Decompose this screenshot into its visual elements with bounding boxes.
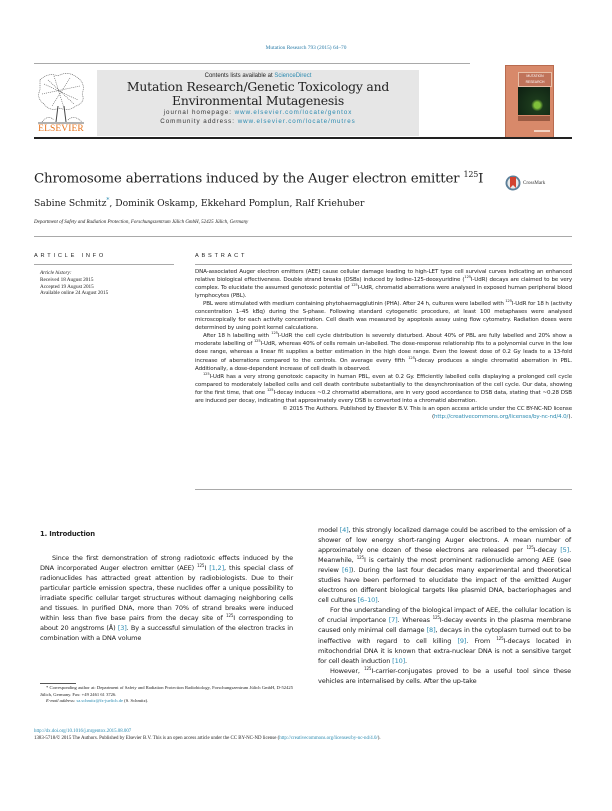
crossmark-label[interactable]: CrossMark [523, 181, 546, 186]
crossmark-icon[interactable] [505, 174, 521, 192]
email-line: E-mail address: sa.schmitz@fz-juelich.de (S. Schmitz). [46, 698, 149, 704]
copyright-notice: © 2015 The Authors. Published by Elsevier B.V. This is an open access article under the CC BY-NC-ND license (http://creativecommons.org/licenses/by-nc-nd/4.0/). [282, 405, 572, 420]
cover-title-line2: RESEARCH [525, 80, 545, 84]
divider [195, 264, 572, 265]
body-column-left [40, 529, 293, 643]
homepage-link[interactable]: www.elsevier.com/locate/gentox [234, 109, 353, 116]
community-label: Community address: [160, 118, 238, 125]
reference-link[interactable]: [4] [339, 526, 349, 534]
reference-link[interactable]: [10] [392, 656, 406, 665]
divider [34, 236, 572, 237]
abstract-body [195, 268, 572, 421]
reference-link[interactable]: [9] [457, 636, 467, 645]
license-link[interactable]: http://creativecommons.org/licenses/by-nc-nd/4.0/ [433, 413, 569, 420]
community-link[interactable]: www.elsevier.com/locate/mutres [237, 118, 356, 125]
divider [34, 63, 470, 64]
history-label: Article history: [40, 270, 72, 276]
reference-link[interactable]: [8] [426, 626, 436, 635]
email-link[interactable]: sa.schmitz@fz-juelich.de [76, 698, 124, 704]
page-footer [34, 729, 494, 742]
journal-citation: Mutation Research 793 (2015) 64–70 [265, 45, 347, 51]
article-title [34, 170, 483, 186]
corresponding-author-marker[interactable]: * [106, 197, 110, 204]
body-paragraph: However, $^{125}$I-carrier-conjugates proved to be a useful tool since these vehicles are internalised by cells. After the up-take [318, 665, 571, 685]
contents-prefix: Contents lists available at [204, 73, 275, 79]
author[interactable]: Dominik Oskamp [115, 198, 196, 210]
journal-banner [97, 70, 419, 136]
journal-title-line2: Environmental Mutagenesis [172, 93, 344, 108]
issn-license-line: 1383-5718/© 2015 The Authors. Published by Elsevier B.V. This is an open access article under the CC BY-NC-ND license (http://creativecommons.org/licenses/by-nc-nd/4.0/). [34, 735, 381, 741]
homepage-line [97, 108, 419, 117]
received-date: Received 18 August 2015 [40, 276, 94, 283]
title-suffix: I [478, 171, 484, 187]
doi-link[interactable]: http://dx.doi.org/10.1016/j.mrgentox.2015.08.007 [34, 729, 132, 734]
author-list: Sabine Schmitz*, Dominik Oskamp, Ekkehard Pomplun, Ralf Kriehuber [34, 197, 365, 210]
body-paragraph: Since the first demonstration of strong radiotoxic effects induced by the DNA incorporated Auger electron emitter (AEE) $^{125}$I [1,2], this special class of radionuclides has attracted great attention by radiobiologists. Due to their particular particle emission spectra, these nuclides offer a unique possibility to irradiate specific cellular target structures without damaging neighboring cells and tissues. In purified DNA, more than 70% of strand breaks were induced within less than five base pairs from the decay site of $^{125}$I corresponding to about 20 angstroms (Å) [3]. By a successful simulation of the electron tracks in combination with a DNA volume [40, 554, 294, 643]
reference-link[interactable]: [7] [388, 616, 398, 625]
body-paragraph: model [4], this strongly localized damage could be ascribed to the emission of a shower of low energy short-ranging Auger electrons. A mean number of approximately one dozen of these electrons are released per $^{125}$I-decay [5]. Meanwhile, $^{125}$I is certainly the most prominent radionuclide among AEE (see review [6]). During the last four decades many experimental and theoretical studies have been performed to elucidate the impact of the emitted Auger electrons on different biological targets like plasmid DNA, bacteriophages and cell cultures [6–10]. [318, 526, 571, 605]
body-column-right [318, 525, 571, 686]
footnote [40, 685, 293, 705]
article-info-heading: ARTICLE INFO [34, 253, 107, 259]
reference-link[interactable]: [5] [560, 546, 570, 555]
homepage-label: journal homepage: [163, 109, 235, 116]
elsevier-wordmark: ELSEVIER [38, 124, 84, 134]
footer-license-link[interactable]: http://creativecommons.org/licenses/by-nc-nd/4.0/ [279, 735, 378, 741]
journal-title-line1: Mutation Research/Genetic Toxicology and [126, 79, 390, 94]
cover-title-line1: MUTATION [526, 74, 544, 78]
title-text: Chromosome aberrations induced by the Auger electron emitter [34, 171, 464, 187]
author[interactable]: Ralf Kriehuber [295, 198, 365, 210]
abstract-paragraph: DNA-associated Auger electron emitters (AEE) cause cellular damage leading to high-LET type cell survival curves indicating an enhanced relative biological effectiveness. Double strand breaks (DSBs) induced by Iodine-125-deoxyuridine ($^{125}$I-UdR) decays are claimed to be very complex. To elucidate the assumed genotoxic potential of $^{125}$I-UdR, chromatid aberrations were analysed in exposed human peripheral blood lymphocytes (PBL). [195, 269, 572, 300]
available-online-date: Available online 24 August 2015 [40, 290, 109, 297]
abstract-paragraph: $^{125}$I-UdR has a very strong genotoxic capacity in human PBL, even at 0.2 Gy. Efficiently labelled cells displaying a prolonged cell cycle compared to moderately labelled cells and cell death contribute substantially to the desynchronisation of the cell cycle. Our data, showing for the first time, that one $^{125}$I-decay induces ~0.2 chromatid aberrations, are in very good accordance to DSB data, stating that ~0.28 DSB are induced per decay, indicating that approximately every DSB is converted into a chromatid aberration. [195, 371, 572, 404]
reference-link[interactable]: [6–10] [357, 596, 378, 605]
author[interactable]: Sabine Schmitz [34, 198, 107, 210]
abstract-paragraph: PBL were stimulated with medium containing phytohaemagglutinin (PHA). After 24 h, cultures were labelled with $^{125}$I-UdR for 18 h (activity concentration 1–45 kBq) during the S-phase. Following standard cytogenetic procedure, at least 100 metaphases were analysed microscopically for each activity concentration. Cell death was measured by apoptosis assay using flow cytometry. Radiation doses were determined by using point kernel calculations. [195, 299, 572, 332]
divider [34, 264, 174, 265]
accepted-date: Accepted 19 August 2015 [40, 283, 94, 290]
journal-cover-image [505, 65, 554, 138]
divider [195, 489, 572, 490]
section-heading: 1. Introduction [40, 530, 95, 538]
abstract-paragraph: After 18 h labelling with $^{125}$I-UdR the cell cycle distribution is severely disturbed. About 40% of PBL are fully labelled and 20% show a moderate labelling of $^{125}$I-UdR, whereas 40% of cells remain un-labelled. The dose-response relationship fits to a polynomial curve in the low dose range, whereas a linear fit supplies a better estimation in the high dose range. Even the lowest dose of 0.2 Gy leads to a 13-fold increase of aberrations compared to the controls. On average every fifth $^{125}$I-decay produces a single chromatid aberration in PBL. Additionally, a dose-dependent increase of cell death is observed. [195, 331, 572, 372]
sciencedirect-link[interactable]: ScienceDirect [274, 73, 312, 79]
reference-link[interactable]: [1,2] [209, 564, 224, 573]
corresponding-author-note: * Corresponding author at: Department of Safety and Radiation Protection Radiobiology, Forschungszentrum Jülich GmbH, D-52425 Jülich, Germany. Fax: +49 2461 61 3726. [40, 685, 293, 697]
title-superscript: 125 [463, 170, 479, 179]
footnote-rule [40, 683, 76, 684]
header-rule [34, 137, 572, 139]
article-history [40, 270, 108, 297]
reference-link[interactable]: [3] [117, 624, 127, 633]
reference-link[interactable]: [6] [342, 566, 351, 575]
author[interactable]: Ekkehard Pomplun [200, 198, 290, 210]
journal-title [97, 80, 419, 108]
body-paragraph: For the understanding of the biological impact of AEE, the cellular location is of crucial importance [7]. Whereas $^{125}$I-decay events in the plasma membrane caused only minimal cell damage [8], decays in the cytoplasm turned out to be ineffective with regard to cell killing [9]. From $^{125}$I-decays located in mitochondrial DNA it is known that extra-nuclear DNA is not a sensitive target for cell death induction [10]. [318, 606, 571, 665]
abstract-heading: ABSTRACT [195, 253, 248, 259]
affiliation: Department of Safety and Radiation Protection, Forschungszentrum Jülich GmbH, 52425 Jülich, Germany [34, 220, 249, 225]
community-line [97, 117, 419, 126]
